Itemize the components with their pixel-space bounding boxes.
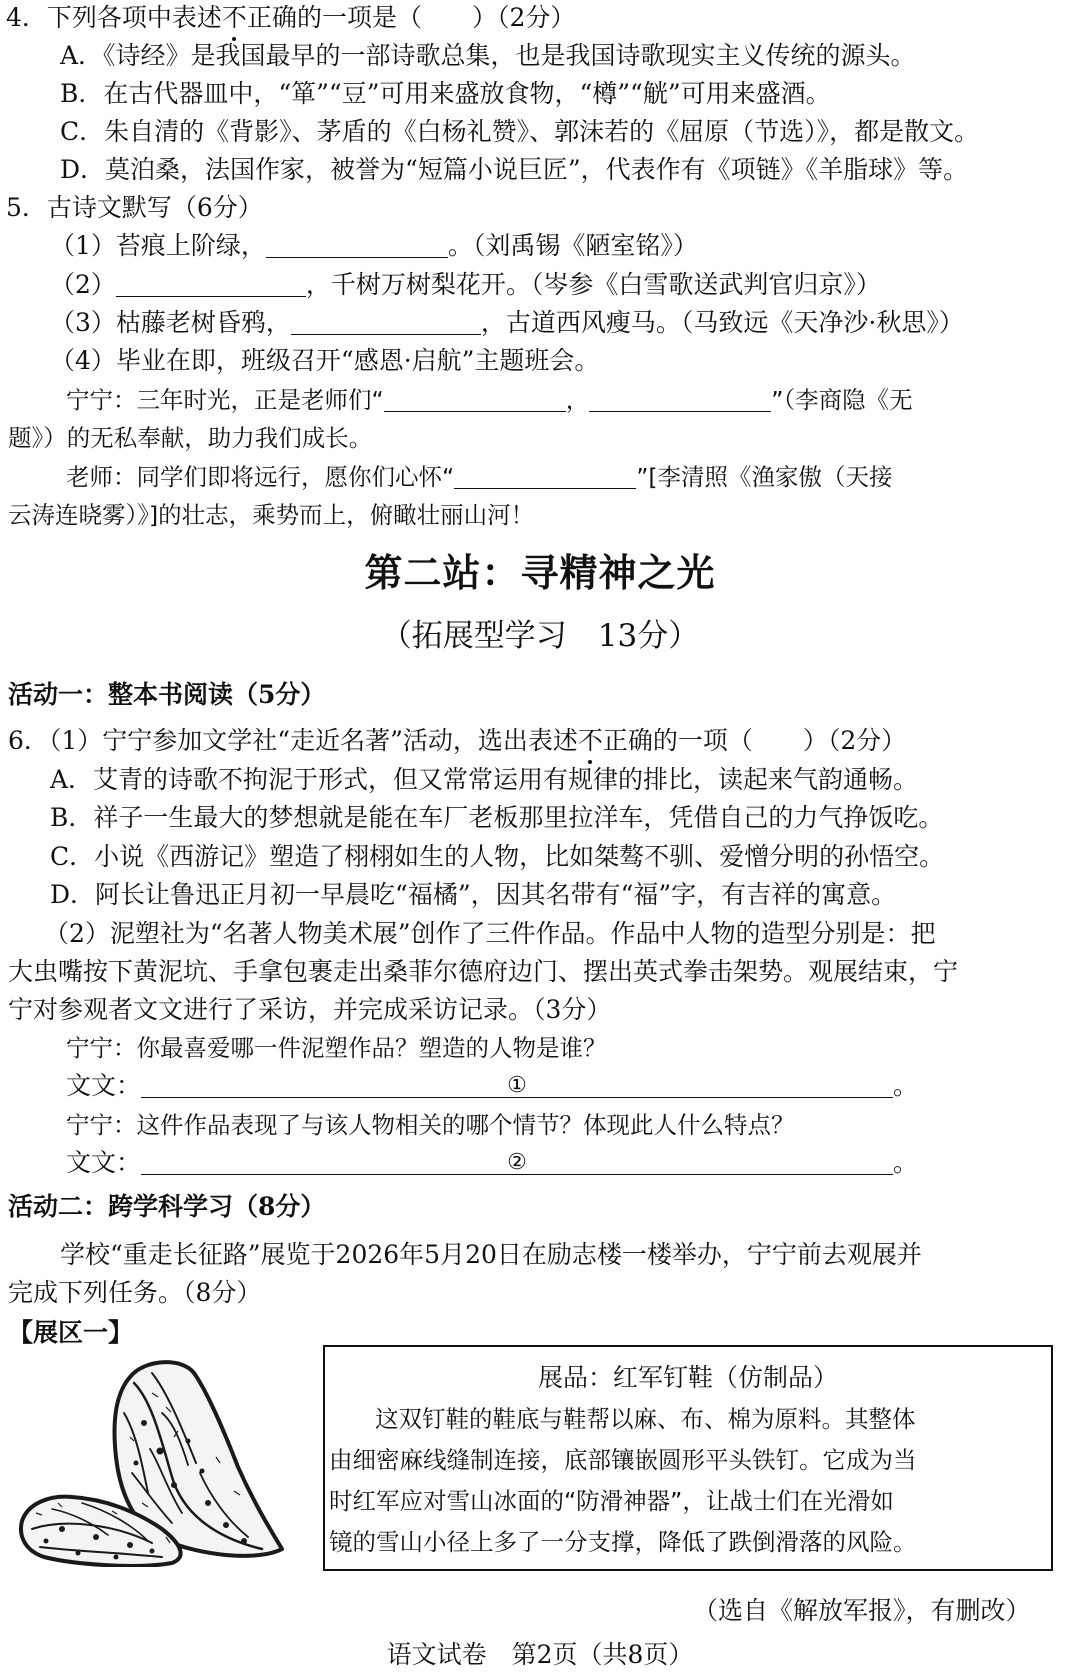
exhibit-zone-label: 【展区一】 (8, 1318, 134, 1347)
answer-blank[interactable] (291, 308, 481, 335)
q6-option-c: C．小说《西游记》塑造了栩栩如生的人物，比如桀骜不驯、爱憎分明的孙悟空。 (50, 842, 945, 871)
q6-stem: 6．（1）宁宁参加文学社“走近名著”活动，选出表述不正确的一项（ ）（2分） (8, 724, 906, 758)
q4-stem: 4．下列各项中表述不正确的一项是（ ）（2分） (6, 1, 575, 35)
q5-teacher-line: 老师：同学们即将远行，愿你们心怀“ ”[李清照《渔家傲（天接 (66, 463, 893, 491)
answer-blank[interactable] (589, 385, 771, 412)
activity-1-title: 活动一：整本书阅读（5分） (8, 680, 326, 709)
exhibit-source: （选自《解放军报》，有删改） (693, 1596, 1031, 1625)
section-subtitle: （拓展型学习 13分） (380, 618, 700, 654)
q5-item-2: （2） ，千树万树梨花开。（岑参《白雪歌送武判官归京》） (50, 270, 881, 299)
activity-2-intro-2: 完成下列任务。（8分） (8, 1278, 262, 1307)
interview-answer-1: 文文： ① 。 (66, 1069, 918, 1103)
q6-option-d: D．阿长让鲁迅正月初一早晨吃“福橘”，因其名带有“福”字，有吉祥的寓意。 (50, 880, 897, 909)
q5-teacher-line-cont: 云涛连晓雾）》]的壮志，乘势而上，俯瞰壮丽山河！ (8, 501, 535, 529)
emphasis-dot: 不 (222, 1, 247, 35)
circled-number-1: ① (507, 1073, 527, 1098)
page-footer: 语文试卷 第2页（共8页） (386, 1640, 694, 1669)
q6-option-b: B．祥子一生最大的梦想就是能在车厂老板那里拉洋车，凭借自己的力气挣饭吃。 (50, 803, 944, 832)
exhibit-description-box (323, 1345, 1053, 1571)
q6-option-a: A．艾青的诗歌不拘泥于形式，但又常常运用有规律的排比，读起来气韵通畅。 (50, 765, 919, 794)
q4-option-a: A．《诗经》是我国最早的一部诗歌总集，也是我国诗歌现实主义传统的源头。 (60, 41, 916, 70)
answer-blank[interactable] (116, 270, 306, 297)
q5-stem: 5．古诗文默写（6分） (6, 193, 263, 222)
emphasis-dot: 不 (578, 724, 603, 758)
section-title: 第二站：寻精神之光 (364, 550, 716, 595)
exhibit-text-line-4: 镜的雪山小径上多了一分支撑，降低了跌倒滑落的风险。 (329, 1528, 917, 1556)
activity-2-intro-1: 学校“重走长征路”展览于2026年5月20日在励志楼一楼举办，宁宁前去观展并 (60, 1240, 922, 1269)
interview-question-1: 宁宁：你最喜爱哪一件泥塑作品？塑造的人物是谁？ (66, 1034, 607, 1062)
q5-ningning-line-cont: 题》）的无私奉献，助力我们成长。 (8, 424, 373, 452)
interview-question-2: 宁宁：这件作品表现了与该人物相关的哪个情节？体现此人什么特点？ (66, 1111, 795, 1139)
exhibit-text-line-3: 时红军应对雪山冰面的“防滑神器”，让战士们在光滑如 (329, 1487, 894, 1515)
exhibit-text-line-2: 由细密麻线缝制连接，底部镶嵌圆形平头铁钉。它成为当 (329, 1446, 917, 1474)
answer-blank[interactable] (454, 462, 636, 489)
circled-number-2: ② (507, 1150, 527, 1175)
answer-blank[interactable] (266, 231, 448, 258)
answer-blank-1[interactable] (141, 1071, 893, 1098)
q6-part2-line-2: 大虫嘴按下黄泥坑、手拿包裹走出桑菲尔德府边门、摆出英式拳击架势。观展结束，宁 (8, 957, 959, 986)
answer-blank-2[interactable] (141, 1148, 893, 1175)
interview-answer-2: 文文： ② 。 (66, 1146, 918, 1180)
exhibit-title: 展品：红军钉鞋（仿制品） (537, 1363, 838, 1392)
nail-shoes-illustration (12, 1353, 306, 1567)
activity-2-title: 活动二：跨学科学习（8分） (8, 1192, 326, 1221)
q5-item-3: （3）枯藤老树昏鸦， ，古道西风瘦马。（马致远《天净沙·秋思》） (50, 308, 964, 337)
answer-blank[interactable] (384, 385, 566, 412)
q4-option-d: D．莫泊桑，法国作家，被誉为“短篇小说巨匠”，代表作有《项链》《羊脂球》等。 (60, 155, 969, 184)
q5-ningning-line: 宁宁：三年时光，正是老师们“ ， ”（李商隐《无 (66, 386, 913, 414)
q6-part2-line-3: 宁对参观者文文进行了采访，并完成采访记录。（3分） (8, 995, 612, 1024)
q4-option-b: B．在古代器皿中，“箪”“豆”可用来盛放食物，“樽”“觥”可用来盛酒。 (60, 79, 831, 108)
q5-item-1: （1）苔痕上阶绿， 。（刘禹锡《陋室铭》） (50, 231, 698, 260)
q5-item-4: （4）毕业在即，班级召开“感恩·启航”主题班会。 (50, 346, 600, 375)
exhibit-text-line-1: 这双钉鞋的鞋底与鞋帮以麻、布、棉为原料。其整体 (375, 1405, 916, 1433)
q4-option-c: C．朱自清的《背影》、茅盾的《白杨礼赞》、郭沫若的《屈原（节选）》，都是散文。 (60, 117, 980, 146)
q6-part2-line-1: （2）泥塑社为“名著人物美术展”创作了三件作品。作品中人物的造型分别是：把 (44, 919, 936, 948)
